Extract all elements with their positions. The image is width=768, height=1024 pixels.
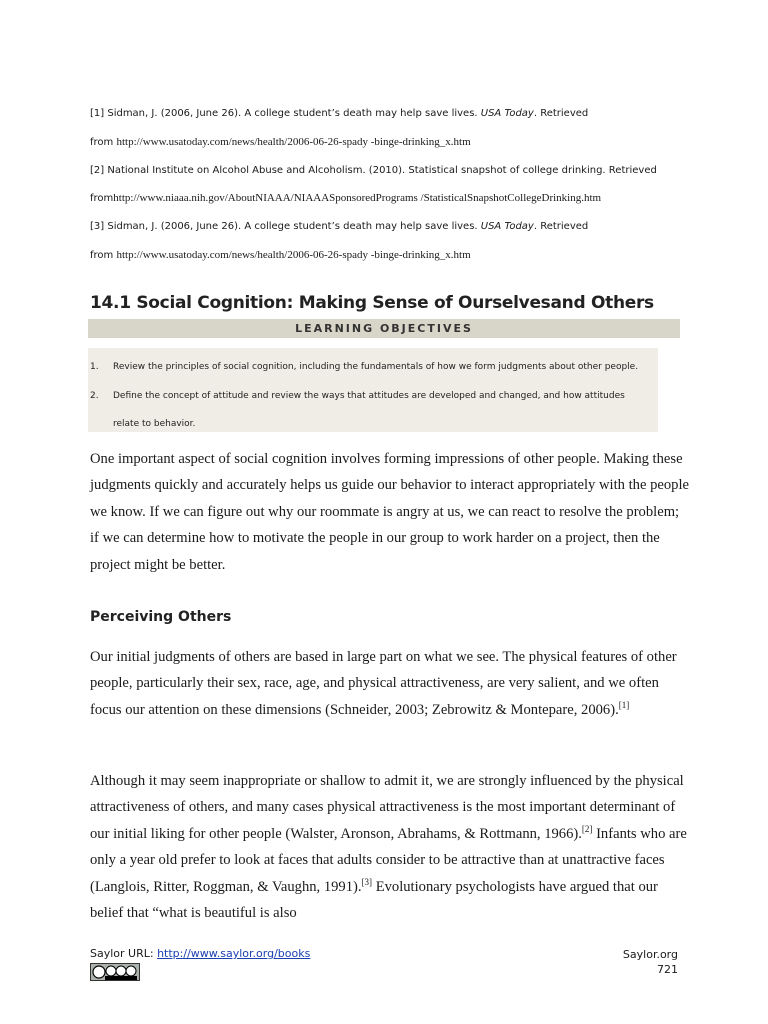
paragraph-attractiveness: Although it may seem inappropriate or shallow to admit it, we are strongly influenced by the physical attractiveness of others, and many cases physical attractiveness is the most important determinant of our initial liking for other people (Walster, Aronson, Abrahams, & Rottmann, 1966).[2] Infants who are only a year old prefer to look at faces that adults consider to be attractive than at unattractive faces (Langlois, Ritter, Roggman, & Vaughn, 1991).[3] Evolutionary psychologists have argued that our belief that “what is beautiful is also [90, 773, 687, 922]
reference-2-url-line: fromhttp://www.niaaa.nih.gov/AboutNIAAA/NIAAASponsoredPrograms /StatisticalSnapshotCollegeDrinking.htm [90, 192, 602, 204]
section-title: 14.1 Social Cognition: Making Sense of Ourselvesand Others [90, 293, 654, 313]
page-number: 721 [657, 963, 678, 976]
learning-objective-2: 2. Define the concept of attitude and review the ways that attitudes are developed and changed, and how attitudes [90, 391, 625, 401]
creative-commons-by-nc-sa-icon [90, 963, 140, 981]
footer-url: Saylor URL: http://www.saylor.org/books [90, 947, 311, 960]
learning-objective-2-continued: relate to behavior. [113, 419, 196, 429]
footer-site [623, 947, 678, 977]
citation-2[interactable]: [2] [581, 823, 593, 834]
reference-3-url-line: from http://www.usatoday.com/news/health/2006-06-26-spady -binge-drinking_x.htm [90, 249, 471, 261]
reference-3-url[interactable]: http://www.usatoday.com/news/health/2006-06-26-spady -binge-drinking_x.htm [116, 249, 471, 261]
reference-3: [3] Sidman, J. (2006, June 26). A college student’s death may help save lives. USA Today. Retrieved [90, 221, 589, 232]
learning-objective-1: 1. Review the principles of social cognition, including the fundamentals of how we form judgments about other people. [90, 362, 639, 372]
reference-2: [2] National Institute on Alcohol Abuse and Alcoholism. (2010). Statistical snapshot of college drinking. Retrieved [90, 165, 657, 176]
reference-1-url[interactable]: http://www.usatoday.com/news/health/2006-06-26-spady -binge-drinking_x.htm [116, 136, 471, 148]
saylor-books-link[interactable]: http://www.saylor.org/books [157, 947, 311, 960]
reference-2-url[interactable]: http://www.niaaa.nih.gov/AboutNIAAA/NIAAASponsoredPrograms /StatisticalSnapshotCollegeDrinking.htm [113, 192, 602, 204]
reference-1-url-line: from http://www.usatoday.com/news/health/2006-06-26-spady -binge-drinking_x.htm [90, 136, 471, 148]
citation-1[interactable]: [1] [618, 699, 630, 710]
subheading-perceiving-others: Perceiving Others [90, 609, 232, 625]
learning-objectives-header: LEARNING OBJECTIVES [88, 319, 680, 338]
citation-3[interactable]: [3] [361, 876, 373, 887]
footer-site-name: Saylor.org [622, 948, 678, 961]
paragraph-intro: One important aspect of social cognition involves forming impressions of other people. Making these judgments quickly and accurately helps us guide our behavior to interact appropriately with the people we know. If we can figure out why our roommate is angry at us, we can react to resolve the problem; if we can determine how to motivate the people in our group to work harder on a project, then the project might be better. [90, 451, 689, 573]
reference-1: [1] Sidman, J. (2006, June 26). A college student’s death may help save lives. USA Today. Retrieved [90, 108, 589, 119]
paragraph-perceiving: Our initial judgments of others are based in large part on what we see. The physical features of other people, particularly their sex, race, age, and physical attractiveness, are very salient, and we often focus our attention on these dimensions (Schneider, 2003; Zebrowitz & Montepare, 2006).[1] [90, 649, 677, 718]
